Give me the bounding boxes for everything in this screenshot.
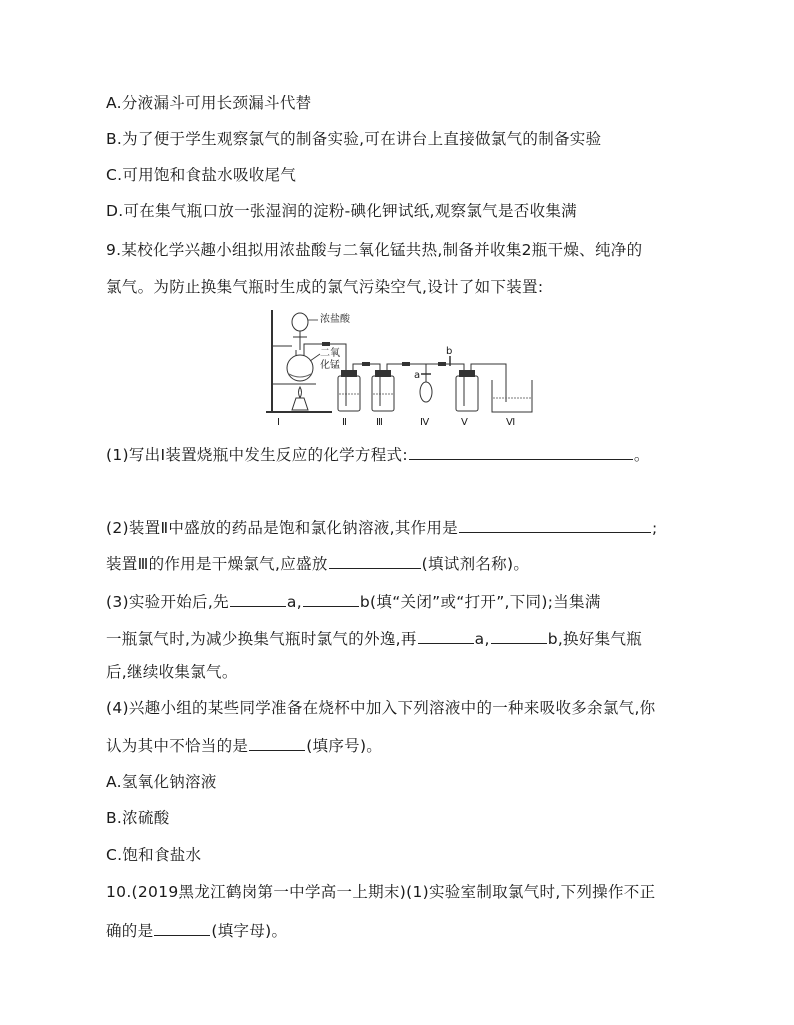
flame bbox=[299, 387, 302, 398]
answer-blank-10[interactable] bbox=[154, 919, 210, 936]
label-clip-b: b bbox=[446, 346, 453, 357]
q10-stem-line1: 10.(2019黑龙江鹤岗第一中学高一上期末)(1)实验室制取氯气时,下列操作不正 bbox=[106, 883, 656, 901]
q10-stem-line2 bbox=[106, 919, 287, 941]
q8-option-d: D.可在集气瓶口放一张湿润的淀粉-碘化钾试纸,观察氯气是否收集满 bbox=[106, 202, 577, 220]
q8-option-a: A.分液漏斗可用长颈漏斗代替 bbox=[106, 94, 312, 112]
label-hcl: 浓盐酸 bbox=[320, 314, 350, 325]
answer-blank-3b[interactable] bbox=[303, 590, 359, 607]
q9-part4-line2-b: (填序号)。 bbox=[306, 737, 383, 755]
answer-blank-3a[interactable] bbox=[230, 590, 286, 607]
answer-blank-4[interactable] bbox=[249, 734, 305, 751]
label-roman-5: Ⅴ bbox=[461, 417, 468, 428]
label-roman-6: Ⅵ bbox=[506, 417, 516, 428]
q9-part3-line2-a: 一瓶氯气时,为减少换集气瓶时氯气的外逸,再 bbox=[106, 630, 417, 648]
label-clip-a: a bbox=[414, 370, 421, 381]
q9-stem-line1: 9.某校化学兴趣小组拟用浓盐酸与二氧化锰共热,制备并收集2瓶干燥、纯净的 bbox=[106, 241, 643, 259]
q9-part4-line2-a: 认为其中不恰当的是 bbox=[106, 737, 249, 755]
q9-part2-text-b-end: (填试剂名称)。 bbox=[421, 555, 530, 573]
q9-option-a: A.氢氧化钠溶液 bbox=[106, 773, 217, 791]
q9-part3-line2-c: b,换好集气瓶 bbox=[547, 630, 643, 648]
separatory-funnel bbox=[292, 313, 308, 331]
label-mno2-2: 化锰 bbox=[320, 360, 340, 371]
beaker-6 bbox=[492, 380, 532, 412]
apparatus-drawing bbox=[262, 306, 542, 428]
q9-part1-end: 。 bbox=[633, 446, 650, 464]
q10-stem-2b: (填字母)。 bbox=[211, 922, 288, 940]
tube-5-6 bbox=[471, 364, 506, 402]
q8-option-b: B.为了便于学生观察氯气的制备实验,可在讲台上直接做氯气的制备实验 bbox=[106, 130, 602, 148]
label-roman-3: Ⅲ bbox=[376, 417, 383, 428]
q9-part3-c: b(填“关闭”或“打开”,下同);当集满 bbox=[359, 593, 601, 611]
q9-part3-line3: 后,继续收集氯气。 bbox=[106, 663, 238, 681]
q9-part2-line1 bbox=[106, 516, 658, 538]
label-mno2-1: 二氧 bbox=[320, 348, 340, 359]
bottle-5 bbox=[456, 376, 478, 411]
label-roman-2: Ⅱ bbox=[342, 417, 347, 428]
q9-part2-text-a: (2)装置Ⅱ中盛放的药品是饱和氯化钠溶液,其作用是 bbox=[106, 519, 459, 537]
q9-part2-text-b: 装置Ⅲ的作用是干燥氯气,应盛放 bbox=[106, 555, 328, 573]
q9-part3-b: a, bbox=[286, 593, 302, 611]
q9-part4-line2 bbox=[106, 734, 382, 756]
q9-part1-text: (1)写出Ⅰ装置烧瓶中发生反应的化学方程式: bbox=[106, 446, 408, 464]
q9-stem-line2: 氯气。为防止换集气瓶时生成的氯气污染空气,设计了如下装置: bbox=[106, 278, 544, 296]
rubber-bulb-4 bbox=[420, 382, 432, 402]
answer-blank-1[interactable] bbox=[409, 443, 633, 460]
q9-part2-text-a-end: ; bbox=[652, 519, 658, 537]
q9-part1 bbox=[106, 443, 650, 465]
q9-part3-line1 bbox=[106, 590, 601, 612]
q8-option-c: C.可用饱和食盐水吸收尾气 bbox=[106, 166, 297, 184]
q10-stem-2a: 确的是 bbox=[106, 922, 154, 940]
q9-part4-line1: (4)兴趣小组的某些同学准备在烧杯中加入下列溶液中的一种来吸收多余氯气,你 bbox=[106, 699, 656, 717]
q9-part3-a: (3)实验开始后,先 bbox=[106, 593, 229, 611]
apparatus-figure bbox=[262, 306, 542, 428]
alcohol-lamp bbox=[292, 398, 308, 410]
answer-blank-2a[interactable] bbox=[459, 516, 651, 533]
q9-option-c: C.饱和食盐水 bbox=[106, 846, 202, 864]
answer-blank-3c[interactable] bbox=[418, 627, 474, 644]
q9-option-b: B.浓硫酸 bbox=[106, 809, 170, 827]
label-roman-1: Ⅰ bbox=[277, 417, 280, 428]
label-pointer-mno2 bbox=[310, 354, 320, 361]
answer-blank-2b[interactable] bbox=[329, 552, 421, 569]
label-roman-4: Ⅳ bbox=[420, 417, 430, 428]
q9-part3-line2 bbox=[106, 627, 642, 649]
q9-part3-line2-b: a, bbox=[474, 630, 490, 648]
answer-blank-3d[interactable] bbox=[491, 627, 547, 644]
q9-part2-line2 bbox=[106, 552, 529, 574]
